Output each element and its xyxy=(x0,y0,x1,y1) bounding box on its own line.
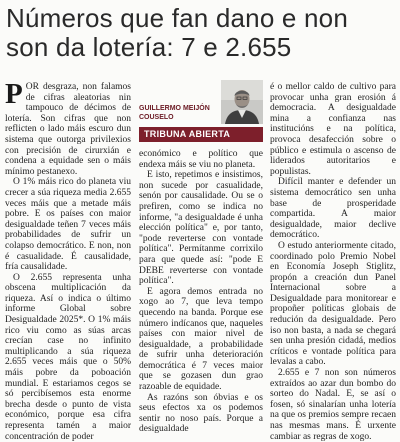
author-photo xyxy=(221,80,263,124)
paragraph: é o mellor caldo de cultivo para provocar unha gran erosión á democracia. A desigualdade mina a confianza nas institucións e na política, provoca desafección sobre o público e estimula o ascenso de liderados autoritarios e populistas. xyxy=(270,82,396,177)
paragraph xyxy=(5,78,131,177)
paragraph: O estudo anteriormente citado, coordinado polo Premio Nobel en Economía Joseph Stiglitz, propón a creación dun Panel Internacional sobre a Desigualdade para monitorear e propoñer políticas globais de redución da desigualdade. Pero iso non basta, a nada se chegará sen unha presión cidadá, medios críticos e vontade política para levalas a cabo. xyxy=(270,240,396,368)
article-column-1 xyxy=(5,78,131,442)
article-column-3 xyxy=(270,82,396,442)
paragraph: E agora demos entrada no xogo ao 7, que leva tempo quecendo na banda. Porque ese número indícanos que, naqueles países con maior nivel de desigualdade, a probabilidade de sufrir unha deterioración democrática é 7 veces maior que se gozasen dun grao razoable de equidade. xyxy=(139,286,263,393)
paragraph: económico e político que endexa máis se viu no planeta. xyxy=(139,149,263,170)
paragraph: O 1% máis rico do planeta viu crecer a súa riqueza media 2.655 veces máis que a metade máis pobre. E os países con maior desigualdade teñen 7 veces máis probabilidades de sufrir un colapso democrático. E non, non é casualidade. É causalidade, fría causalidade. xyxy=(5,177,131,273)
byline xyxy=(139,80,263,124)
paragraph: E isto, repetimos e insistimos, non sucede por casualidade, senón por causalidade. Ou se o prefiren, como se indica no informe, "a desigualdade é unha elección política" e, por tanto, "pode reverterse con vontade política". Permítanme corrixilo para que quede así: "pode E DEBE reverterse con vontade política". xyxy=(139,170,263,287)
author-name: GUILLERMO MEIJÓN COUSELO xyxy=(139,105,210,121)
drop-cap: P xyxy=(5,78,23,110)
paragraph: O 2.655 representa unha obscena multiplicación da riqueza. Así o indica o último informe Global sobre Desigualdade 2025*. O 1% máis rico viu como as súas arcas crecían case no infinito multiplicando a súa riqueza 2.655 veces máis que o 50% máis pobre da poboación mundial. E estariamos cegos se só percibísemos esta enorme brecha desde o punto de vista económico, porque esa cifra representa tamén a maior concentración de poder xyxy=(5,272,131,442)
paragraph-text: OR desgraza, non falamos de cifras aleatorias nin tampouco de décimos de lotería. Son cifras que non reflicten o lado máis escuro dun sistema que outorga privilexios con precisión de cirurxián e condena a equidade sen o máis mínimo pestanexo. xyxy=(5,82,131,177)
article-column-2 xyxy=(139,80,263,435)
paragraph: Difícil manter e defender un sistema democrático sen unha base de prosperidade compartida. A maior desigualdade, maior declive democrático. xyxy=(270,177,396,241)
column-2-text xyxy=(139,149,263,435)
paragraph: 2.655 e 7 non son números extraídos ao azar dun bombo do sorteo do Nadal. E, se así o fosen, só sinalarían unha lotería na que os premios sempre recaen nas mesmas mans. É urxente cambiar as regras de xogo. xyxy=(270,368,396,442)
section-label: TRIBUNA ABIERTA xyxy=(139,127,263,142)
paragraph: As razóns son óbvias e os seus efectos xa os podemos sentir no noso país. Porque a desigualdade xyxy=(139,392,263,435)
headline: Números que fan dano e non son da lotería: 7 e 2.655 xyxy=(6,3,348,62)
